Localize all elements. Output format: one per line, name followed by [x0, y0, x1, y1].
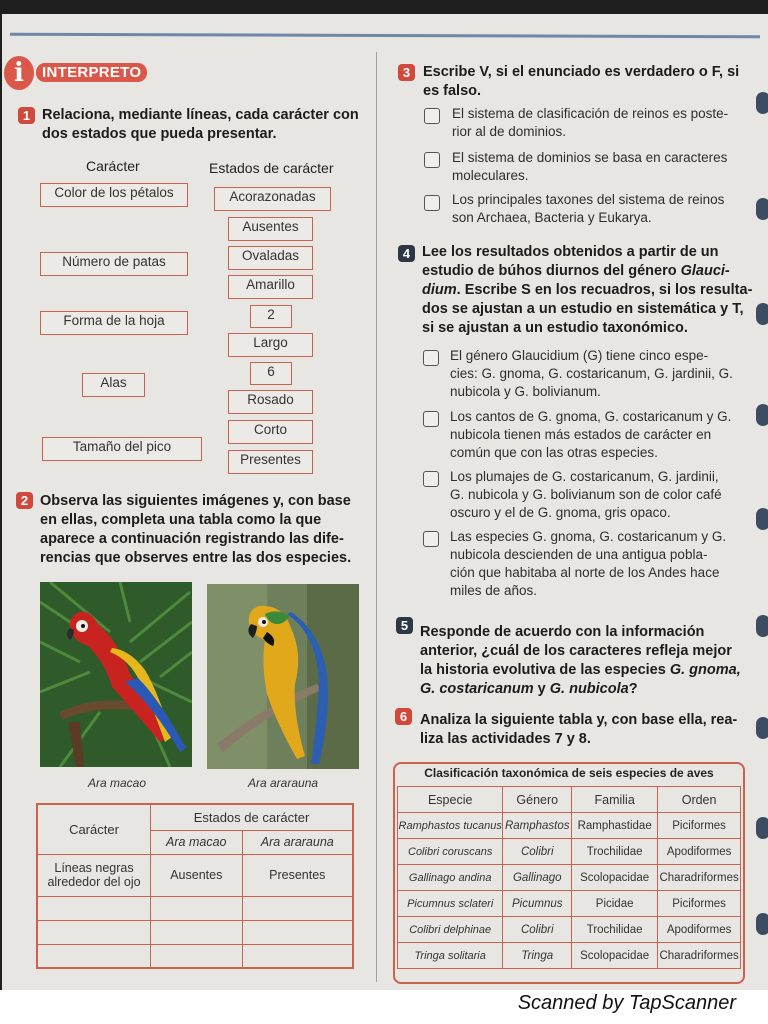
empty-cell[interactable]	[242, 944, 353, 968]
cell-orden: Charadriformes	[658, 865, 741, 891]
statement	[450, 347, 733, 401]
empty-cell[interactable]	[37, 944, 151, 968]
text-span: y	[533, 681, 550, 697]
photo-ara-ararauna	[207, 584, 359, 769]
page-edge-tab	[756, 198, 768, 220]
statement-line: Las especies G. gnoma, G. costaricanum y G.	[450, 529, 727, 544]
question-6-line: Analiza la siguiente tabla y, con base ella, rea-	[420, 712, 738, 728]
cell-orden: Apodiformes	[658, 917, 741, 943]
cell-line: alrededor del ojo	[47, 875, 141, 889]
photo-caption-1: Ara macao	[88, 776, 147, 790]
table-cell	[37, 854, 151, 896]
answer-checkbox[interactable]	[423, 350, 439, 366]
taxonomy-table-frame	[393, 762, 745, 984]
question-4-text	[422, 243, 752, 338]
statement-line: oscuro y el de G. gnoma, gris opaco.	[450, 505, 671, 520]
statement-line: son Archaea, Bacteria y Eukarya.	[452, 210, 652, 225]
statement-line: nubicola descienden de una antigua pobla-	[450, 547, 708, 562]
cell-especie: Gallinago andina	[398, 865, 503, 891]
statement-line: rior al de dominios.	[452, 124, 567, 139]
page-edge-tab	[756, 92, 768, 114]
statement-line: G. nubicola y G. bolivianum son de color café	[450, 487, 722, 502]
question-4-line: dos se ajustan a un estudio en sistemática y T,	[422, 301, 744, 317]
table-cell: Ausentes	[151, 854, 243, 896]
answer-checkbox[interactable]	[424, 152, 440, 168]
table-header: Orden	[658, 787, 741, 813]
answer-checkbox[interactable]	[423, 471, 439, 487]
statement-line: nubicola tienen más estados de carácter en	[450, 427, 712, 442]
question-5-line	[420, 680, 741, 699]
empty-cell[interactable]	[242, 920, 353, 944]
table-cell: Presentes	[242, 854, 353, 896]
character-box[interactable]: Forma de la hoja	[40, 311, 188, 335]
state-box[interactable]: Rosado	[228, 390, 313, 414]
cell-genero: Gallinago	[503, 865, 572, 891]
section-label: INTERPRETO	[36, 63, 147, 82]
question-2-line: aparece a continuación registrando las dife-	[40, 531, 344, 547]
empty-cell[interactable]	[37, 920, 151, 944]
empty-cell[interactable]	[37, 896, 151, 920]
question-2-line: rencias que observes entre las dos especies.	[40, 550, 352, 566]
question-number-3: 3	[398, 64, 415, 81]
question-number-5: 5	[396, 617, 413, 634]
question-number-2: 2	[16, 492, 33, 509]
photo-caption-2: Ara ararauna	[248, 776, 319, 790]
state-box[interactable]: 2	[250, 305, 292, 328]
table-header: Género	[503, 787, 572, 813]
state-box[interactable]: Acorazonadas	[214, 187, 331, 211]
question-1-text	[42, 106, 359, 144]
column-header-caracter: Carácter	[86, 158, 140, 174]
page-edge-tab	[756, 913, 768, 935]
statement-line: ción que habitaba al norte de los Andes hace	[450, 565, 720, 580]
question-5-text	[420, 623, 741, 699]
question-3-text	[423, 63, 739, 101]
table-header: Familia	[572, 787, 658, 813]
empty-cell[interactable]	[151, 944, 243, 968]
cell-familia: Trochilidae	[572, 917, 658, 943]
statement	[452, 149, 727, 185]
cell-genero: Ramphastos	[503, 813, 572, 839]
cell-familia: Scolopacidae	[572, 865, 658, 891]
statement-line: Los principales taxones del sistema de reinos	[452, 192, 725, 207]
info-icon: i	[4, 56, 34, 90]
cell-genero: Picumnus	[503, 891, 572, 917]
question-3-line: es falso.	[423, 83, 482, 99]
table-row	[398, 839, 741, 865]
photo-ara-macao	[40, 582, 192, 767]
cell-familia: Picidae	[572, 891, 658, 917]
cell-especie: Ramphastos tucanus	[398, 813, 503, 839]
cell-genero: Colibri	[503, 917, 572, 943]
table-row	[398, 813, 741, 839]
character-box[interactable]: Número de patas	[40, 252, 188, 276]
character-box[interactable]: Color de los pétalos	[40, 183, 188, 207]
statement	[450, 528, 726, 600]
statement	[450, 408, 731, 462]
text-span: estudio de búhos diurnos del género	[422, 263, 681, 279]
question-5-line: anterior, ¿cuál de los caracteres refleja mejor	[420, 643, 732, 659]
state-box[interactable]: 6	[250, 362, 292, 385]
cell-especie: Tringa solitaria	[398, 943, 503, 969]
page-edge-tab	[756, 303, 768, 325]
table-row	[398, 865, 741, 891]
question-5-line: Responde de acuerdo con la información	[420, 624, 705, 640]
question-4-line: Lee los resultados obtenidos a partir de un	[422, 244, 719, 260]
page-edge-tab	[756, 717, 768, 739]
cell-especie: Colibri delphinae	[398, 917, 503, 943]
cell-familia: Ramphastidae	[572, 813, 658, 839]
page-edge-tab	[756, 817, 768, 839]
cell-genero: Tringa	[503, 943, 572, 969]
state-box[interactable]: Ovaladas	[228, 246, 313, 270]
question-5-line	[420, 661, 741, 680]
italic-span: G. costaricanum	[420, 681, 534, 697]
table-subheader: Ara ararauna	[242, 830, 353, 854]
answer-checkbox[interactable]	[424, 195, 440, 211]
character-table	[36, 803, 354, 969]
question-2-line: en ellas, completa una tabla como la que	[40, 512, 322, 528]
answer-checkbox[interactable]	[423, 411, 439, 427]
empty-cell[interactable]	[151, 896, 243, 920]
page-edge-tab	[756, 508, 768, 530]
watermark-text: Scanned by TapScanner	[517, 992, 736, 1014]
text-span: la historia evolutiva de las especies	[420, 662, 670, 678]
cell-genero: Colibri	[503, 839, 572, 865]
statement-line: Los plumajes de G. costaricanum, G. jardinii,	[450, 469, 719, 484]
column-divider	[376, 52, 377, 982]
italic-span: G. gnoma,	[669, 662, 741, 678]
character-box[interactable]: Tamaño del pico	[42, 437, 202, 461]
table-row	[398, 943, 741, 969]
statement-line: Los cantos de G. gnoma, G. costaricanum y G.	[450, 409, 732, 424]
table-header-caracter: Carácter	[37, 804, 151, 854]
cell-line: Líneas negras	[54, 861, 134, 875]
cell-orden: Apodiformes	[658, 839, 741, 865]
empty-cell[interactable]	[151, 920, 243, 944]
text-span: ?	[628, 681, 638, 697]
question-4-line	[422, 262, 752, 281]
table-title: Clasificación taxonómica de seis especies de aves	[424, 766, 714, 780]
question-number-4: 4	[398, 245, 415, 262]
table-subheader: Ara macao	[151, 830, 243, 854]
statement-line: El sistema de dominios se basa en caracteres	[452, 150, 728, 165]
cell-especie: Picumnus sclateri	[398, 891, 503, 917]
answer-checkbox[interactable]	[423, 531, 439, 547]
cell-especie: Colibri coruscans	[398, 839, 503, 865]
statement	[452, 105, 728, 141]
italic-span: dium	[422, 282, 457, 298]
question-1-line: dos estados que pueda presentar.	[42, 126, 277, 142]
statement-line: cies: G. gnoma, G. costaricanum, G. jardinii, G.	[450, 366, 733, 381]
table-header-estados: Estados de carácter	[151, 804, 354, 830]
scanner-watermark	[0, 990, 768, 1024]
italic-span: Glauci-	[680, 263, 730, 279]
state-box[interactable]: Amarillo	[228, 275, 313, 299]
question-number-1: 1	[18, 107, 35, 124]
taxonomy-table	[397, 786, 741, 969]
cell-orden: Piciformes	[658, 813, 741, 839]
answer-checkbox[interactable]	[424, 108, 440, 124]
page-edge-tab	[756, 404, 768, 426]
statement-line: común que con las otras especies.	[450, 445, 658, 460]
question-4-line	[422, 281, 752, 300]
statement-line: El género Glaucidium (G) tiene cinco espe-	[450, 348, 709, 363]
column-header-estados: Estados de carácter	[209, 160, 334, 176]
cell-orden: Piciformes	[658, 891, 741, 917]
state-box[interactable]: Largo	[228, 333, 313, 357]
question-1-line: Relaciona, mediante líneas, cada carácter con	[42, 107, 359, 123]
cell-familia: Scolopacidae	[572, 943, 658, 969]
question-3-line: Escribe V, si el enunciado es verdadero o F, si	[423, 64, 740, 80]
state-box[interactable]: Ausentes	[228, 217, 313, 241]
italic-span: G. nubicola	[549, 681, 629, 697]
page-edge-tab	[756, 615, 768, 637]
question-6-line: liza las actividades 7 y 8.	[420, 731, 591, 747]
statement	[450, 468, 722, 522]
question-4-line: si se ajustan a un estudio taxonómico.	[422, 320, 688, 336]
state-box[interactable]: Presentes	[228, 450, 313, 474]
question-6-text	[420, 711, 737, 749]
table-header: Especie	[398, 787, 503, 813]
table-row	[398, 917, 741, 943]
state-box[interactable]: Corto	[228, 420, 313, 444]
statement	[452, 191, 724, 227]
character-box[interactable]: Alas	[82, 373, 145, 397]
question-number-6: 6	[395, 708, 412, 725]
cell-familia: Trochilidae	[572, 839, 658, 865]
statement-line: nubicola y G. bolivianum.	[450, 384, 601, 399]
table-row	[398, 891, 741, 917]
text-span: . Escribe S en los recuadros, si los resulta-	[456, 282, 753, 298]
question-2-line: Observa las siguientes imágenes y, con base	[40, 493, 351, 509]
question-2-text	[40, 492, 351, 568]
statement-line: moleculares.	[452, 168, 529, 183]
cell-orden: Charadriformes	[658, 943, 741, 969]
empty-cell[interactable]	[242, 896, 353, 920]
statement-line: miles de años.	[450, 583, 538, 598]
statement-line: El sistema de clasificación de reinos es poste-	[452, 106, 729, 121]
